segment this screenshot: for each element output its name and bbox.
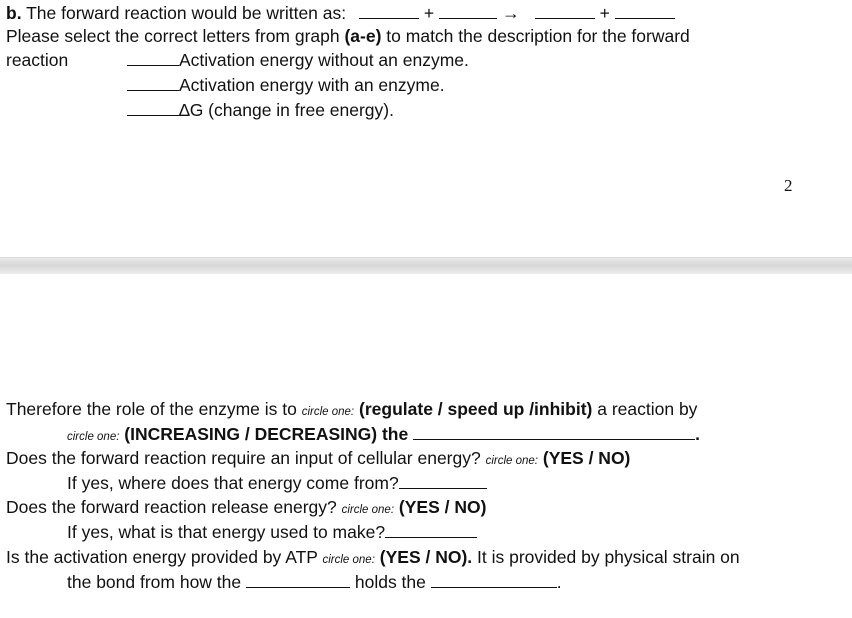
graph-range: (a-e): [344, 26, 382, 46]
item-activation-without-enzyme: [127, 49, 469, 71]
answer-blank[interactable]: [413, 424, 695, 440]
choice-options[interactable]: (YES / NO): [542, 448, 631, 468]
question-text: Does the forward reaction require an input of cellular energy?: [6, 448, 486, 468]
item-text: ∆G (change in free energy).: [179, 100, 394, 120]
question-text-end: It is provided by physical strain on: [472, 547, 740, 567]
period: .: [556, 572, 562, 592]
answer-blank[interactable]: [127, 50, 179, 66]
atp-question: [6, 546, 740, 571]
part-label: b.: [6, 3, 22, 23]
instruction-line: [6, 25, 690, 47]
plus-sign: +: [423, 3, 435, 23]
product1-blank[interactable]: [535, 3, 595, 19]
item-text: Activation energy without an enzyme.: [179, 50, 469, 70]
input-energy-question: [6, 447, 630, 472]
answer-blank[interactable]: [246, 572, 350, 588]
answer-blank[interactable]: [399, 473, 487, 489]
release-energy-question: [6, 496, 486, 521]
instruction-text-end: to match the description for the forward: [381, 26, 690, 46]
question-text: Does the forward reaction release energy?: [6, 497, 342, 517]
item-activation-with-enzyme: [127, 74, 445, 96]
circle-one-hint: circle one:: [322, 554, 375, 566]
answer-blank[interactable]: [431, 572, 557, 588]
circle-one-hint: circle one:: [67, 431, 120, 443]
item-delta-g: [127, 99, 394, 121]
answer-blank[interactable]: [385, 522, 477, 538]
circle-one-hint: circle one:: [485, 455, 538, 467]
period: .: [695, 424, 700, 444]
reactant1-blank[interactable]: [359, 3, 419, 19]
answer-blank[interactable]: [127, 75, 179, 91]
choice-options[interactable]: (YES / NO).: [379, 547, 473, 567]
item-text: Activation energy with an enzyme.: [179, 75, 445, 95]
choice-options[interactable]: (INCREASING / DECREASING) the: [124, 424, 409, 444]
energy-source-question: [67, 472, 487, 494]
question-text: Therefore the role of the enzyme is to: [6, 399, 302, 419]
reaction-line: [6, 2, 675, 24]
circle-one-hint: circle one:: [301, 406, 355, 418]
question-text-end: a reaction by: [592, 399, 698, 419]
question-text: the bond from how the: [67, 572, 246, 592]
choice-options[interactable]: (regulate / speed up /inhibit): [359, 399, 593, 419]
question-text: Is the activation energy provided by ATP: [6, 547, 323, 567]
question-text: If yes, what is that energy used to make?: [67, 522, 386, 542]
energy-use-question: [67, 521, 477, 543]
page-number: 2: [784, 176, 793, 195]
increase-decrease-line: [67, 423, 700, 448]
instruction-text: Please select the correct letters from graph: [6, 26, 345, 46]
reaction-word: reaction: [6, 50, 69, 70]
plus-sign: +: [599, 3, 610, 23]
answer-blank[interactable]: [127, 100, 179, 116]
arrow-icon: →: [501, 3, 520, 23]
reaction-prompt: The forward reaction would be written as:: [21, 3, 347, 23]
page-break-divider: [0, 257, 852, 274]
product2-blank[interactable]: [615, 3, 675, 19]
question-text: If yes, where does that energy come from?: [67, 473, 399, 493]
enzyme-role-line: [6, 398, 697, 423]
circle-one-hint: circle one:: [341, 504, 395, 516]
question-text-mid: holds the: [350, 572, 431, 592]
choice-options[interactable]: (YES / NO): [398, 497, 487, 517]
reactant2-blank[interactable]: [439, 3, 497, 19]
bond-strain-line: [67, 571, 562, 593]
